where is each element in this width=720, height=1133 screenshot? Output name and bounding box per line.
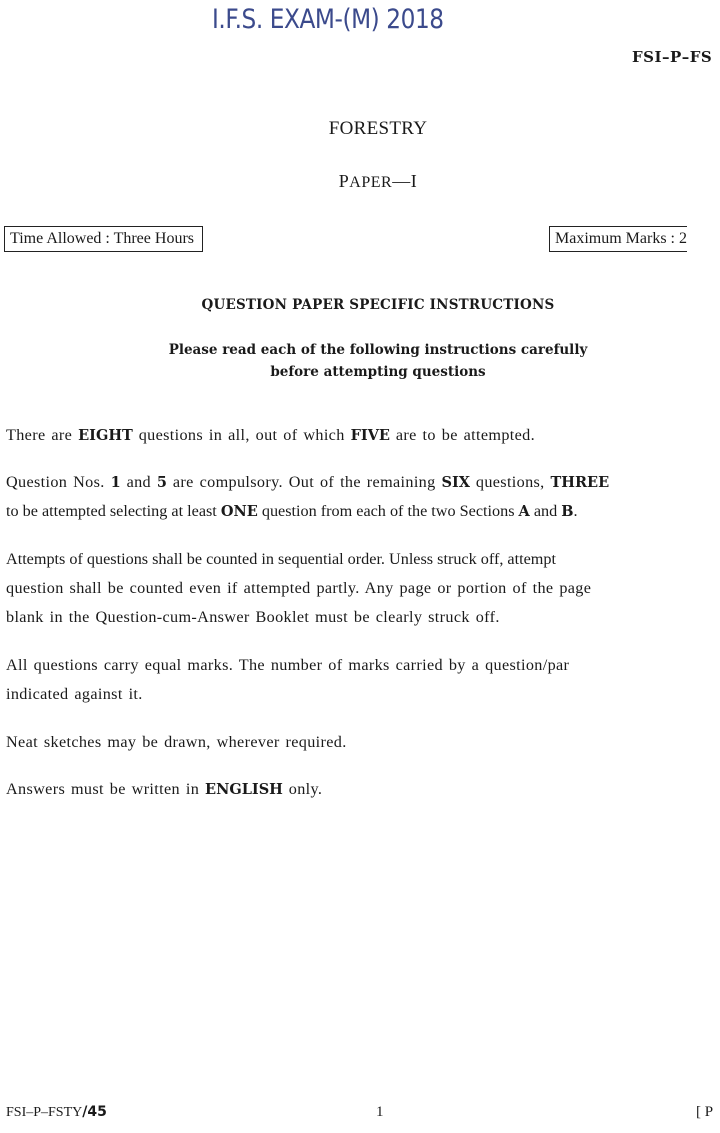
paper-suffix: —I — [392, 171, 418, 191]
text-run: questions, — [469, 473, 551, 491]
footer-paper-code — [6, 1104, 107, 1121]
footer-continued: [ P — [696, 1104, 714, 1120]
bold-run: EIGHT — [78, 427, 133, 444]
text-run: and — [120, 473, 157, 491]
text-run: are to be attempted. — [389, 426, 535, 444]
subject-title: FORESTRY — [328, 118, 428, 139]
instruction-marks-line1: All questions carry equal marks. The number of marks carried by a question/par — [6, 656, 570, 674]
text-run: questions in all, out of which — [132, 426, 351, 444]
footer-code-suffix: /45 — [82, 1104, 107, 1120]
instruction-attempts-line3: blank in the Question-cum-Answer Booklet must be clearly struck off. — [6, 608, 500, 626]
instruction-attempts-line1: Attempts of questions shall be counted in sequential order. Unless struck off, attempt — [6, 550, 556, 568]
text-run: are compulsory. Out of the remaining — [166, 473, 442, 491]
instructions-subheading-line2: before attempting questions — [270, 364, 486, 380]
bold-run: ONE — [220, 503, 258, 520]
text-run: . — [573, 502, 578, 520]
paper-smallcaps: APER — [349, 174, 393, 191]
bold-run: 5 — [156, 474, 167, 491]
bold-run: SIX — [441, 474, 470, 491]
instruction-marks-line2: indicated against it. — [6, 685, 143, 703]
paper-number — [0, 171, 720, 192]
text-run: There are — [6, 426, 79, 444]
instructions-heading: QUESTION PAPER SPECIFIC INSTRUCTIONS — [201, 297, 555, 313]
text-run: question from each of the two Sections — [257, 502, 519, 520]
instruction-sketches: Neat sketches may be drawn, wherever required. — [6, 733, 347, 751]
instruction-language — [6, 780, 322, 799]
instruction-questions-count — [6, 426, 535, 445]
bold-run: A — [518, 503, 530, 520]
instructions-subheading-line1: Please read each of the following instructions carefully — [168, 342, 588, 358]
instruction-compulsory-line2 — [6, 502, 578, 521]
page-number: 1 — [376, 1104, 384, 1120]
footer-code-prefix: FSI–P–FSTY — [6, 1105, 83, 1120]
paper-code-top: FSI–P–FS — [632, 48, 713, 66]
text-run: Answers must be written in — [6, 780, 206, 798]
bold-run: THREE — [550, 474, 610, 491]
text-run: only. — [282, 780, 323, 798]
exam-stamp: I.F.S. EXAM-(M) 2018 — [212, 4, 444, 35]
bold-run: FIVE — [350, 427, 390, 444]
bold-run: B — [561, 503, 574, 520]
instruction-compulsory-line1 — [6, 473, 609, 492]
instruction-attempts-line2: question shall be counted even if attempted partly. Any page or portion of the page — [6, 579, 592, 597]
text-run: to be attempted selecting at least — [6, 502, 221, 520]
text-run: Question Nos. — [6, 473, 111, 491]
text-run: and — [529, 502, 562, 520]
paper-initial: P — [338, 171, 350, 191]
bold-run: ENGLISH — [205, 781, 283, 798]
maximum-marks-box: Maximum Marks : 2 — [549, 226, 687, 252]
time-allowed-box: Time Allowed : Three Hours — [4, 226, 203, 252]
bold-run: 1 — [110, 474, 121, 491]
